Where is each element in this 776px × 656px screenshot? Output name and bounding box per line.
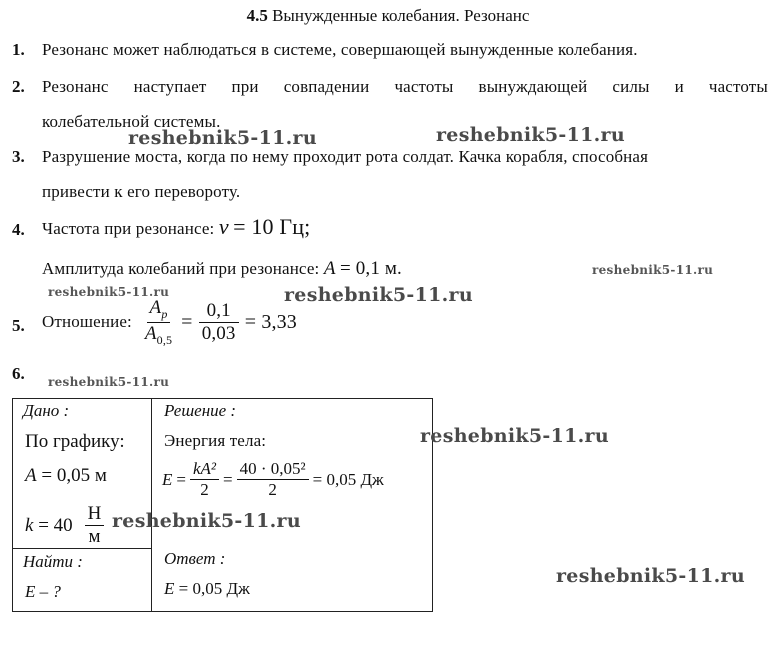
amplitude-label: Амплитуда колебаний при резонансе: (42, 259, 320, 278)
watermark: reshebnik5-11.ru (48, 285, 170, 299)
given-amplitude: A = 0,05 м (25, 465, 107, 486)
item-3-number: 3. (12, 147, 25, 166)
section-number: 4.5 (246, 6, 268, 25)
item-5-ratio (42, 291, 297, 353)
frequency-symbol: ν (218, 214, 229, 239)
watermark: reshebnik5-11.ru (48, 375, 170, 389)
item-2-line-2: колебательной системы. (42, 112, 221, 131)
ratio-fraction-symbolic (142, 297, 175, 348)
frequency-value: = 10 Гц; (233, 214, 311, 239)
energy-label: Энергия тела: (164, 431, 267, 450)
item-1-number: 1. (12, 40, 25, 59)
equals-sign: = (181, 310, 193, 333)
item-4-amplitude (42, 258, 402, 280)
word: силы (612, 77, 650, 96)
energy-fraction-symbolic: $\frac{\text{kA²}}{2}$ (190, 459, 219, 500)
energy-fraction-numeric: $\frac{\text{40 · 0,05²}}{2}$ (237, 459, 309, 500)
item-4-number: 4. (12, 220, 25, 239)
watermark: reshebnik5-11.ru (556, 565, 745, 587)
word: вынуждающей (478, 77, 588, 96)
find-label: Найти : (23, 551, 83, 571)
watermark: reshebnik5-11.ru (284, 284, 473, 306)
ratio-result: = 3,33 (244, 310, 297, 333)
graph-label: По графику: (25, 431, 125, 452)
watermark: reshebnik5-11.ru (128, 127, 317, 149)
watermark: reshebnik5-11.ru (592, 263, 714, 277)
word: совпадении (283, 77, 370, 96)
page-title (0, 6, 776, 26)
item-6-number: 6. (12, 364, 25, 383)
given-stiffness: k = 40 $\frac{Н}{м}$ (25, 503, 104, 548)
watermark: reshebnik5-11.ru (112, 510, 301, 532)
section-title: Вынужденные колебания. Резонанс (272, 6, 530, 25)
find-cell (13, 548, 152, 611)
item-1-text: Резонанс может наблюдаться в системе, совершающей вынужденные колебания. (42, 40, 638, 59)
item-5-number: 5. (12, 316, 25, 335)
ratio-label: Отношение: (42, 312, 132, 331)
find-value: E – ? (25, 581, 61, 601)
energy-formula: E = $\frac{\text{kA²}}{2}$ = $\frac{\text{40 · 0,05²}}{2}$ = 0,05 Дж (162, 459, 384, 499)
word: частоты (708, 77, 768, 96)
item-2-line-1 (42, 77, 768, 97)
amplitude-symbol: A (323, 258, 336, 279)
solution-table (12, 398, 433, 612)
word: наступает (133, 77, 207, 96)
ratio-fraction-numeric: $\frac{0,1}{0,03}$ (199, 300, 239, 345)
answer-label: Ответ : (164, 549, 226, 568)
word: частоты (394, 77, 454, 96)
solution-label: Решение : (164, 401, 237, 420)
word: и (674, 77, 684, 96)
fraction-denominator: $A_{0,5}$ (144, 322, 173, 347)
item-4-frequency (42, 214, 310, 240)
frequency-label: Частота при резонансе: (42, 219, 215, 238)
fraction-numerator: $A_p$ (147, 297, 171, 323)
unit-fraction: $\frac{Н}{м}$ (85, 503, 105, 548)
answer-value: E = 0,05 Дж (164, 579, 250, 598)
amplitude-value: = 0,1 м. (340, 258, 402, 279)
item-3-line-2: привести к его перевороту. (42, 182, 241, 201)
solution-cell (152, 399, 433, 612)
watermark: reshebnik5-11.ru (436, 124, 625, 146)
word: при (231, 77, 259, 96)
item-3-line-1: Разрушение моста, когда по нему проходит рота солдат. Качка корабля, способная (42, 147, 649, 166)
given-label: Дано : (23, 401, 70, 420)
word: Резонанс (42, 77, 109, 96)
watermark: reshebnik5-11.ru (420, 425, 609, 447)
item-2-number: 2. (12, 77, 25, 96)
